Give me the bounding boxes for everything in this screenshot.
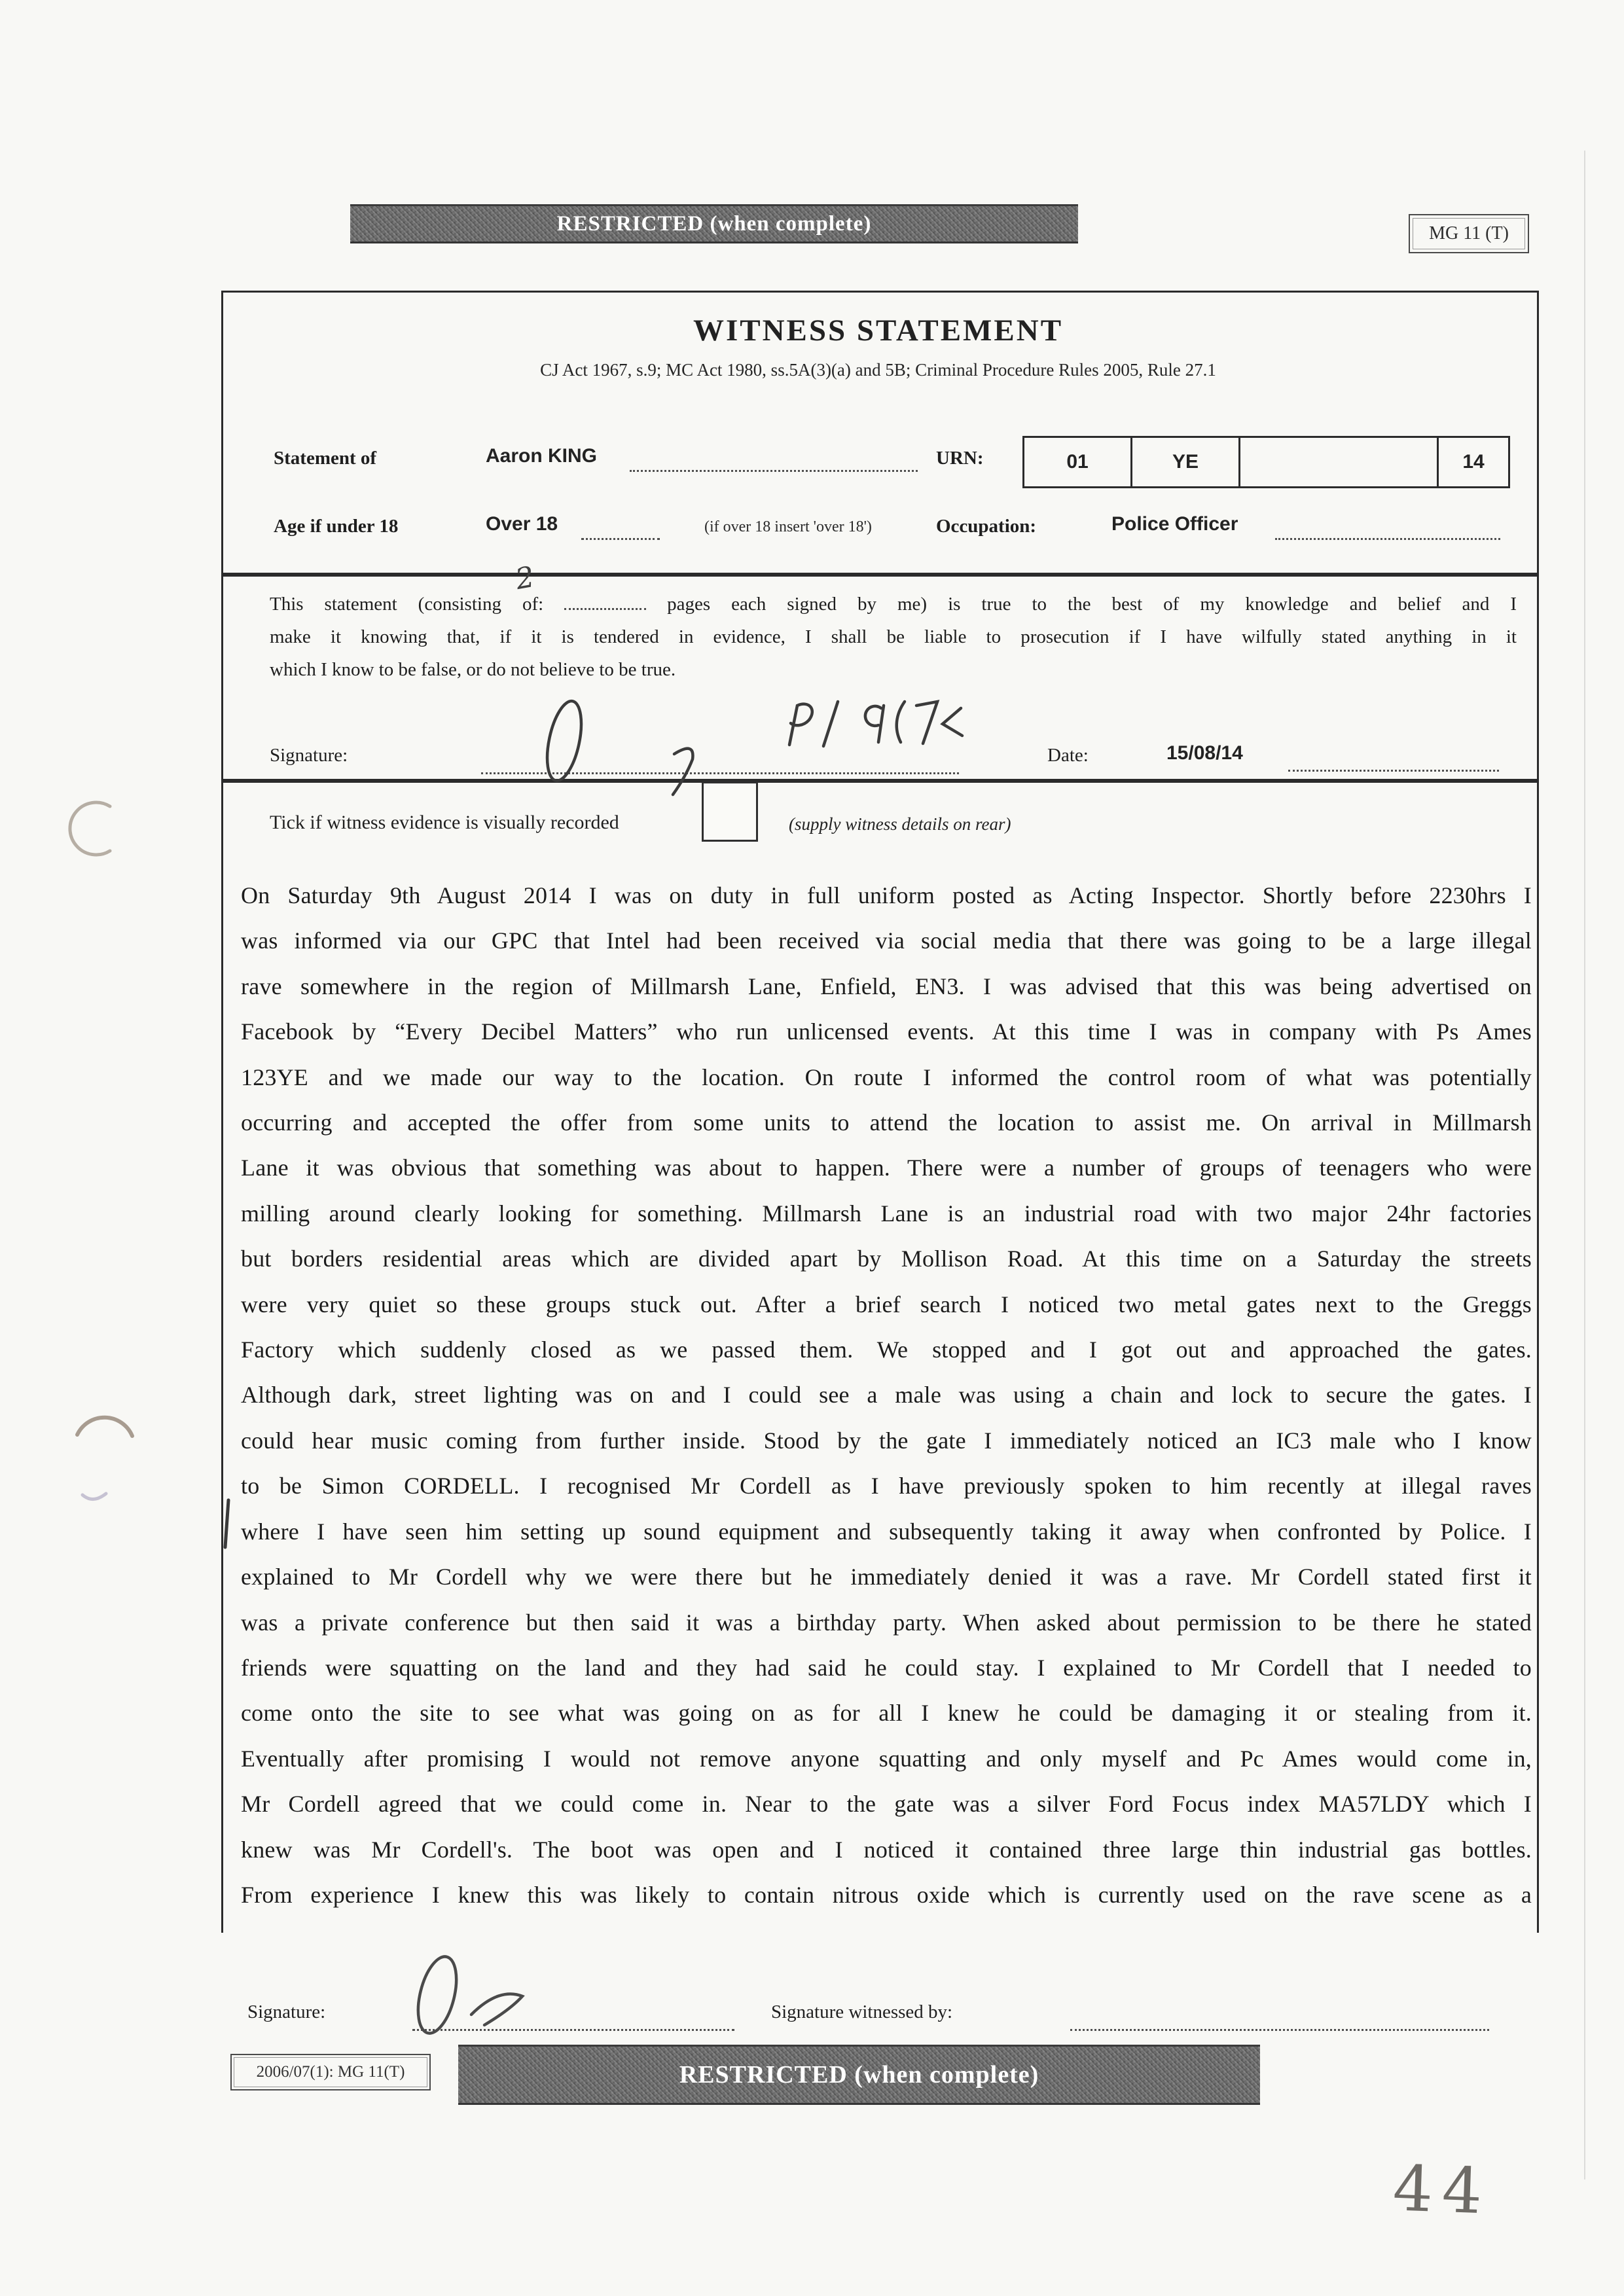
statement-line: rave somewhere in the region of Millmarsh Lane, Enfield, EN3. I was advised that this was being advertised on (241, 973, 1532, 999)
statement-line: friends were squatting on the land and they had said he could stay. I explained to Mr Cordell that I needed to (241, 1654, 1532, 1681)
urn-cell-force (1022, 436, 1132, 488)
form-code-box (1409, 214, 1529, 253)
restricted-banner-bottom-text: RESTRICTED (when complete) (679, 2061, 1039, 2089)
statement-line: occurring and accepted the offer from some units to attend the location to assist me. On arrival in Millmarsh (241, 1109, 1532, 1136)
occupation-value: Police Officer (1111, 513, 1238, 535)
scan-crease-line (1584, 151, 1585, 2179)
footer-signature-label: Signature: (247, 2001, 326, 2022)
statement-line: to be Simon CORDELL. I recognised Mr Cordell as I have previously spoken to him recently at illegal raves (241, 1473, 1532, 1499)
statement-line: From experience I knew this was likely to contain nitrous oxide which is currently used on the rave scene as a (241, 1881, 1532, 1908)
urn-value-year: 14 (1462, 451, 1485, 473)
declaration-part1b: pages each signed by me) is true to the best of my knowledge and belief and I (667, 594, 1517, 615)
statement-line: where I have seen him setting up sound equipment and subsequently taking it away when confronted by Police. I (241, 1518, 1532, 1545)
age-label: Age if under 18 (274, 516, 399, 537)
form-ref-box (230, 2054, 431, 2090)
statement-line: could hear music coming from further inside. Stood by the gate I immediately noticed an IC3 male who I know (241, 1427, 1532, 1454)
urn-label: URN: (936, 448, 984, 469)
statement-line: Although dark, street lighting was on and I could see a male was using a chain and lock to secure the gates. I (241, 1382, 1532, 1408)
statement-line: 123YE and we made our way to the location. On route I informed the control room of what was potentially (241, 1064, 1532, 1090)
urn-value-area: YE (1172, 451, 1199, 473)
statement-line: explained to Mr Cordell why we were there but he immediately denied it was a rave. Mr Cordell stated first it (241, 1564, 1532, 1590)
urn-value-force: 01 (1066, 451, 1089, 473)
statement-line: were very quiet so these groups stuck out. After a brief search I noticed two metal gates next to the Greggs (241, 1291, 1532, 1318)
statement-line: Lane it was obvious that something was about to happen. There were a number of groups of teenagers who were (241, 1155, 1532, 1181)
visually-recorded-checkbox (702, 781, 758, 842)
statement-line: Factory which suddenly closed as we passed them. We stopped and I got out and approached the gates. (241, 1336, 1532, 1363)
date-dotted-line (1288, 770, 1499, 772)
age-value: Over 18 (486, 513, 558, 535)
date-label: Date: (1047, 745, 1089, 766)
statement-line: milling around clearly looking for something. Millmarsh Lane is an industrial road with two major 24hr factories (241, 1200, 1532, 1227)
date-value: 15/08/14 (1166, 742, 1243, 764)
statement-of-value: Aaron KING (486, 445, 598, 467)
page-title: WITNESS STATEMENT (693, 314, 1064, 348)
witnessed-by-label: Signature witnessed by: (771, 2001, 953, 2022)
statement-line: Eventually after promising I would not remove anyone squatting and only myself and Pc Ames would come in, (241, 1745, 1532, 1772)
declaration-line-3: which I know to be false, or do not believe to be true. (270, 659, 676, 680)
statement-line: come onto the site to see what was going on as for all I knew he could be damaging it or stealing from it. (241, 1700, 1532, 1727)
statement-line: Facebook by “Every Decibel Matters” who run unlicensed events. At this time I was in company with Ps Ames (241, 1018, 1532, 1045)
restricted-banner-bottom (458, 2045, 1260, 2105)
handwritten-page-count: 2 (513, 560, 537, 597)
urn-cell-number (1238, 436, 1439, 488)
signature-label: Signature: (270, 745, 348, 766)
statement-line: was a private conference but then said it was a birthday party. When asked about permission to be there he stated (241, 1609, 1532, 1636)
statute-subtitle: CJ Act 1967, s.9; MC Act 1980, ss.5A(3)(a) and 5B; Criminal Procedure Rules 2005, Rule 27.1 (540, 360, 1216, 380)
age-dotted-line (581, 538, 660, 540)
witnessed-by-dotted-line (1070, 2029, 1489, 2031)
statement-of-dotted-line (630, 470, 918, 472)
statement-line: but borders residential areas which are divided apart by Mollison Road. At this time on a Saturday the streets (241, 1246, 1532, 1272)
occupation-label: Occupation: (936, 516, 1037, 537)
statement-line: knew was Mr Cordell's. The boot was open and I noticed it contained three large thin industrial gas bottles. (241, 1836, 1532, 1863)
tick-hint: (supply witness details on rear) (789, 814, 1011, 834)
statement-line: was informed via our GPC that Intel had been received via social media that there was going to be a large illegal (241, 927, 1532, 954)
form-ref-text: 2006/07(1): MG 11(T) (256, 2063, 405, 2081)
handwritten-page-number: 44 (1392, 2151, 1493, 2229)
form-code-text: MG 11 (T) (1429, 223, 1509, 243)
occupation-dotted-line (1275, 538, 1500, 540)
declaration-line-2: make it knowing that, if it is tendered in evidence, I shall be liable to prosecution if I have wilfully stated anything in it (270, 626, 1517, 647)
statement-text (241, 873, 1532, 1918)
urn-grid (1022, 436, 1510, 488)
urn-cell-area (1130, 436, 1240, 488)
hole-punch-mark (70, 802, 132, 1499)
declaration-part1: This statement (consisting of: (270, 594, 544, 615)
signature-dotted-line (481, 772, 959, 774)
tick-label: Tick if witness evidence is visually recorded (270, 812, 619, 833)
statement-line: Mr Cordell agreed that we could come in. Near to the gate was a silver Ford Focus index MA57LDY which I (241, 1791, 1532, 1818)
restricted-banner-top (350, 204, 1078, 243)
statement-of-label: Statement of (274, 448, 377, 469)
signature-scribble-bottom (411, 1952, 522, 2037)
age-hint: (if over 18 insert 'over 18') (704, 518, 872, 535)
declaration-line-1 (270, 588, 1517, 620)
restricted-banner-top-text: RESTRICTED (when complete) (556, 211, 872, 236)
statement-line: On Saturday 9th August 2014 I was on duty in full uniform posted as Acting Inspector. Shortly before 2230hrs I (241, 882, 1532, 908)
footer-signature-dotted-line (412, 2029, 734, 2031)
urn-cell-year (1437, 436, 1510, 488)
pages-dotted-gap (564, 594, 646, 610)
